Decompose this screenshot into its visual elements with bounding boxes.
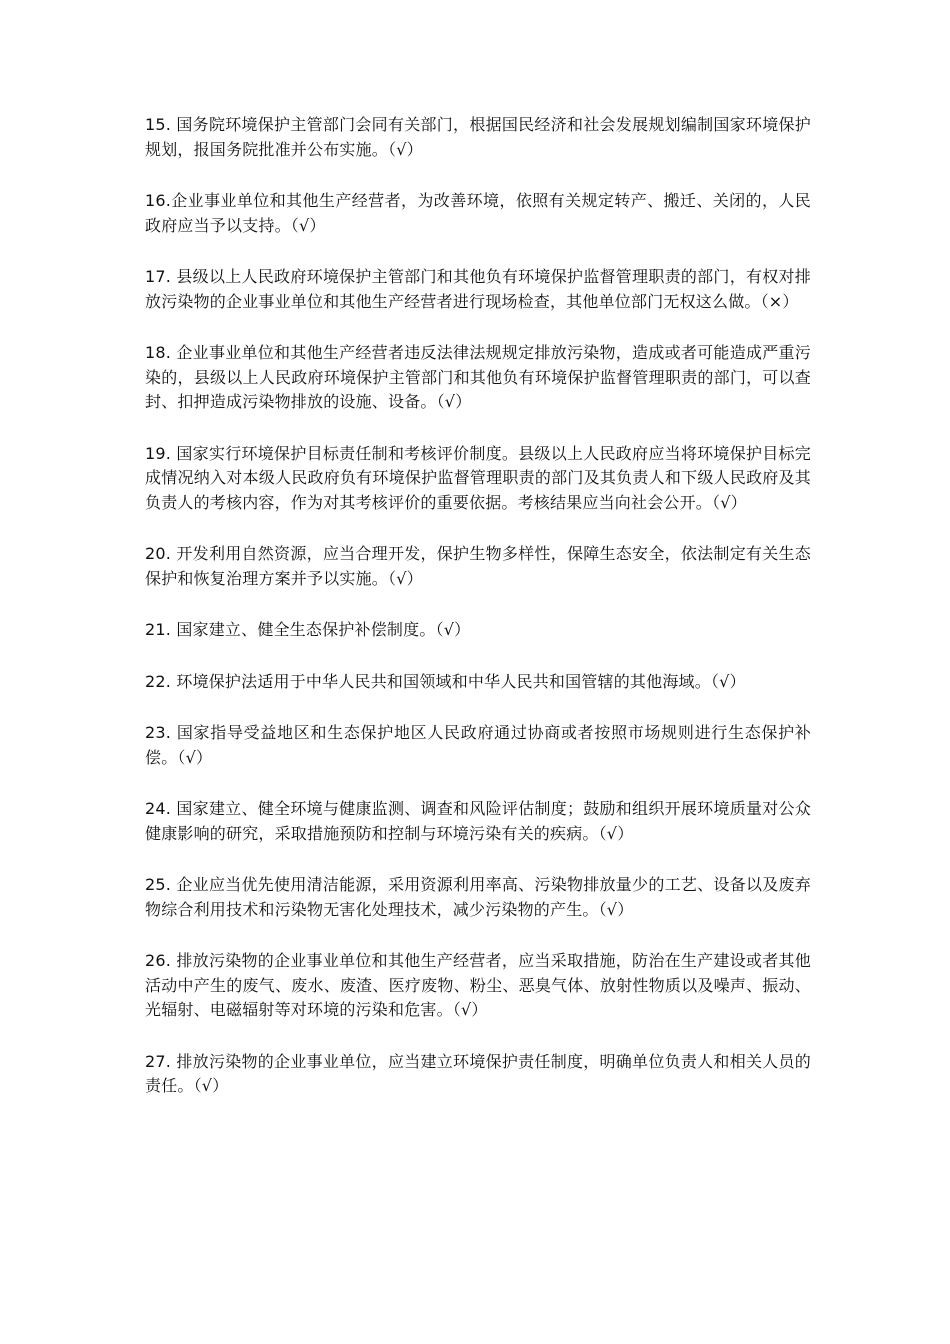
question-item-22: 22. 环境保护法适用于中华人民共和国领域和中华人民共和国管辖的其他海域。（√） bbox=[145, 671, 746, 691]
question-item-25: 25. 企业应当优先使用清洁能源，采用资源利用率高、污染物排放量少的工艺、设备以及废弃物综合利用技术和污染物无害化处理技术，减少污染物的产生。（√） bbox=[145, 875, 811, 919]
question-item-21: 21. 国家建立、健全生态保护补偿制度。（√） bbox=[145, 620, 471, 639]
question-item-15: 15. 国务院环境保护主管部门会同有关部门，根据国民经济和社会发展规划编制国家环境保护规划，报国务院批准并公布实施。（√） bbox=[145, 115, 811, 159]
question-item-20: 20. 开发利用自然资源，应当合理开发，保护生物多样性，保障生态安全，依法制定有关生态保护和恢复治理方案并予以实施。（√） bbox=[145, 544, 811, 588]
question-item-17: 17. 县级以上人民政府环境保护主管部门和其他负有环境保护监督管理职责的部门，有权对排放污染物的企业事业单位和其他生产经营者进行现场检查，其他单位部门无权这么做。（×） bbox=[145, 267, 811, 311]
question-item-26: 26. 排放污染物的企业事业单位和其他生产经营者，应当采取措施，防治在生产建设或者其他活动中产生的废气、废水、废渣、医疗废物、粉尘、恶臭气体、放射性物质以及噪声、振动、光辐射、电磁辐射等对环境的污染和危害。（√） bbox=[145, 951, 811, 1019]
question-item-23: 23. 国家指导受益地区和生态保护地区人民政府通过协商或者按照市场规则进行生态保护补偿。（√） bbox=[145, 723, 811, 767]
question-item-27: 27. 排放污染物的企业事业单位，应当建立环境保护责任制度，明确单位负责人和相关人员的责任。（√） bbox=[145, 1051, 811, 1095]
question-item-18: 18. 企业事业单位和其他生产经营者违反法律法规规定排放污染物，造成或者可能造成严重污染的，县级以上人民政府环境保护主管部门和其他负有环境保护监督管理职责的部门，可以查封、扣押造成污染物排放的设施、设备。（√） bbox=[145, 343, 811, 411]
question-item-16: 16.企业事业单位和其他生产经营者，为改善环境，依照有关规定转产、搬迁、关闭的，人民政府应当予以支持。（√） bbox=[145, 191, 811, 235]
question-list bbox=[145, 113, 811, 1126]
question-item-24: 24. 国家建立、健全环境与健康监测、调查和风险评估制度；鼓励和组织开展环境质量对公众健康影响的研究，采取措施预防和控制与环境污染有关的疾病。（√） bbox=[145, 799, 811, 843]
question-item-19: 19. 国家实行环境保护目标责任制和考核评价制度。县级以上人民政府应当将环境保护目标完成情况纳入对本级人民政府负有环境保护监督管理职责的部门及其负责人和下级人民政府及其负责人的考核内容，作为对其考核评价的重要依据。考核结果应当向社会公开。（√） bbox=[145, 443, 811, 512]
